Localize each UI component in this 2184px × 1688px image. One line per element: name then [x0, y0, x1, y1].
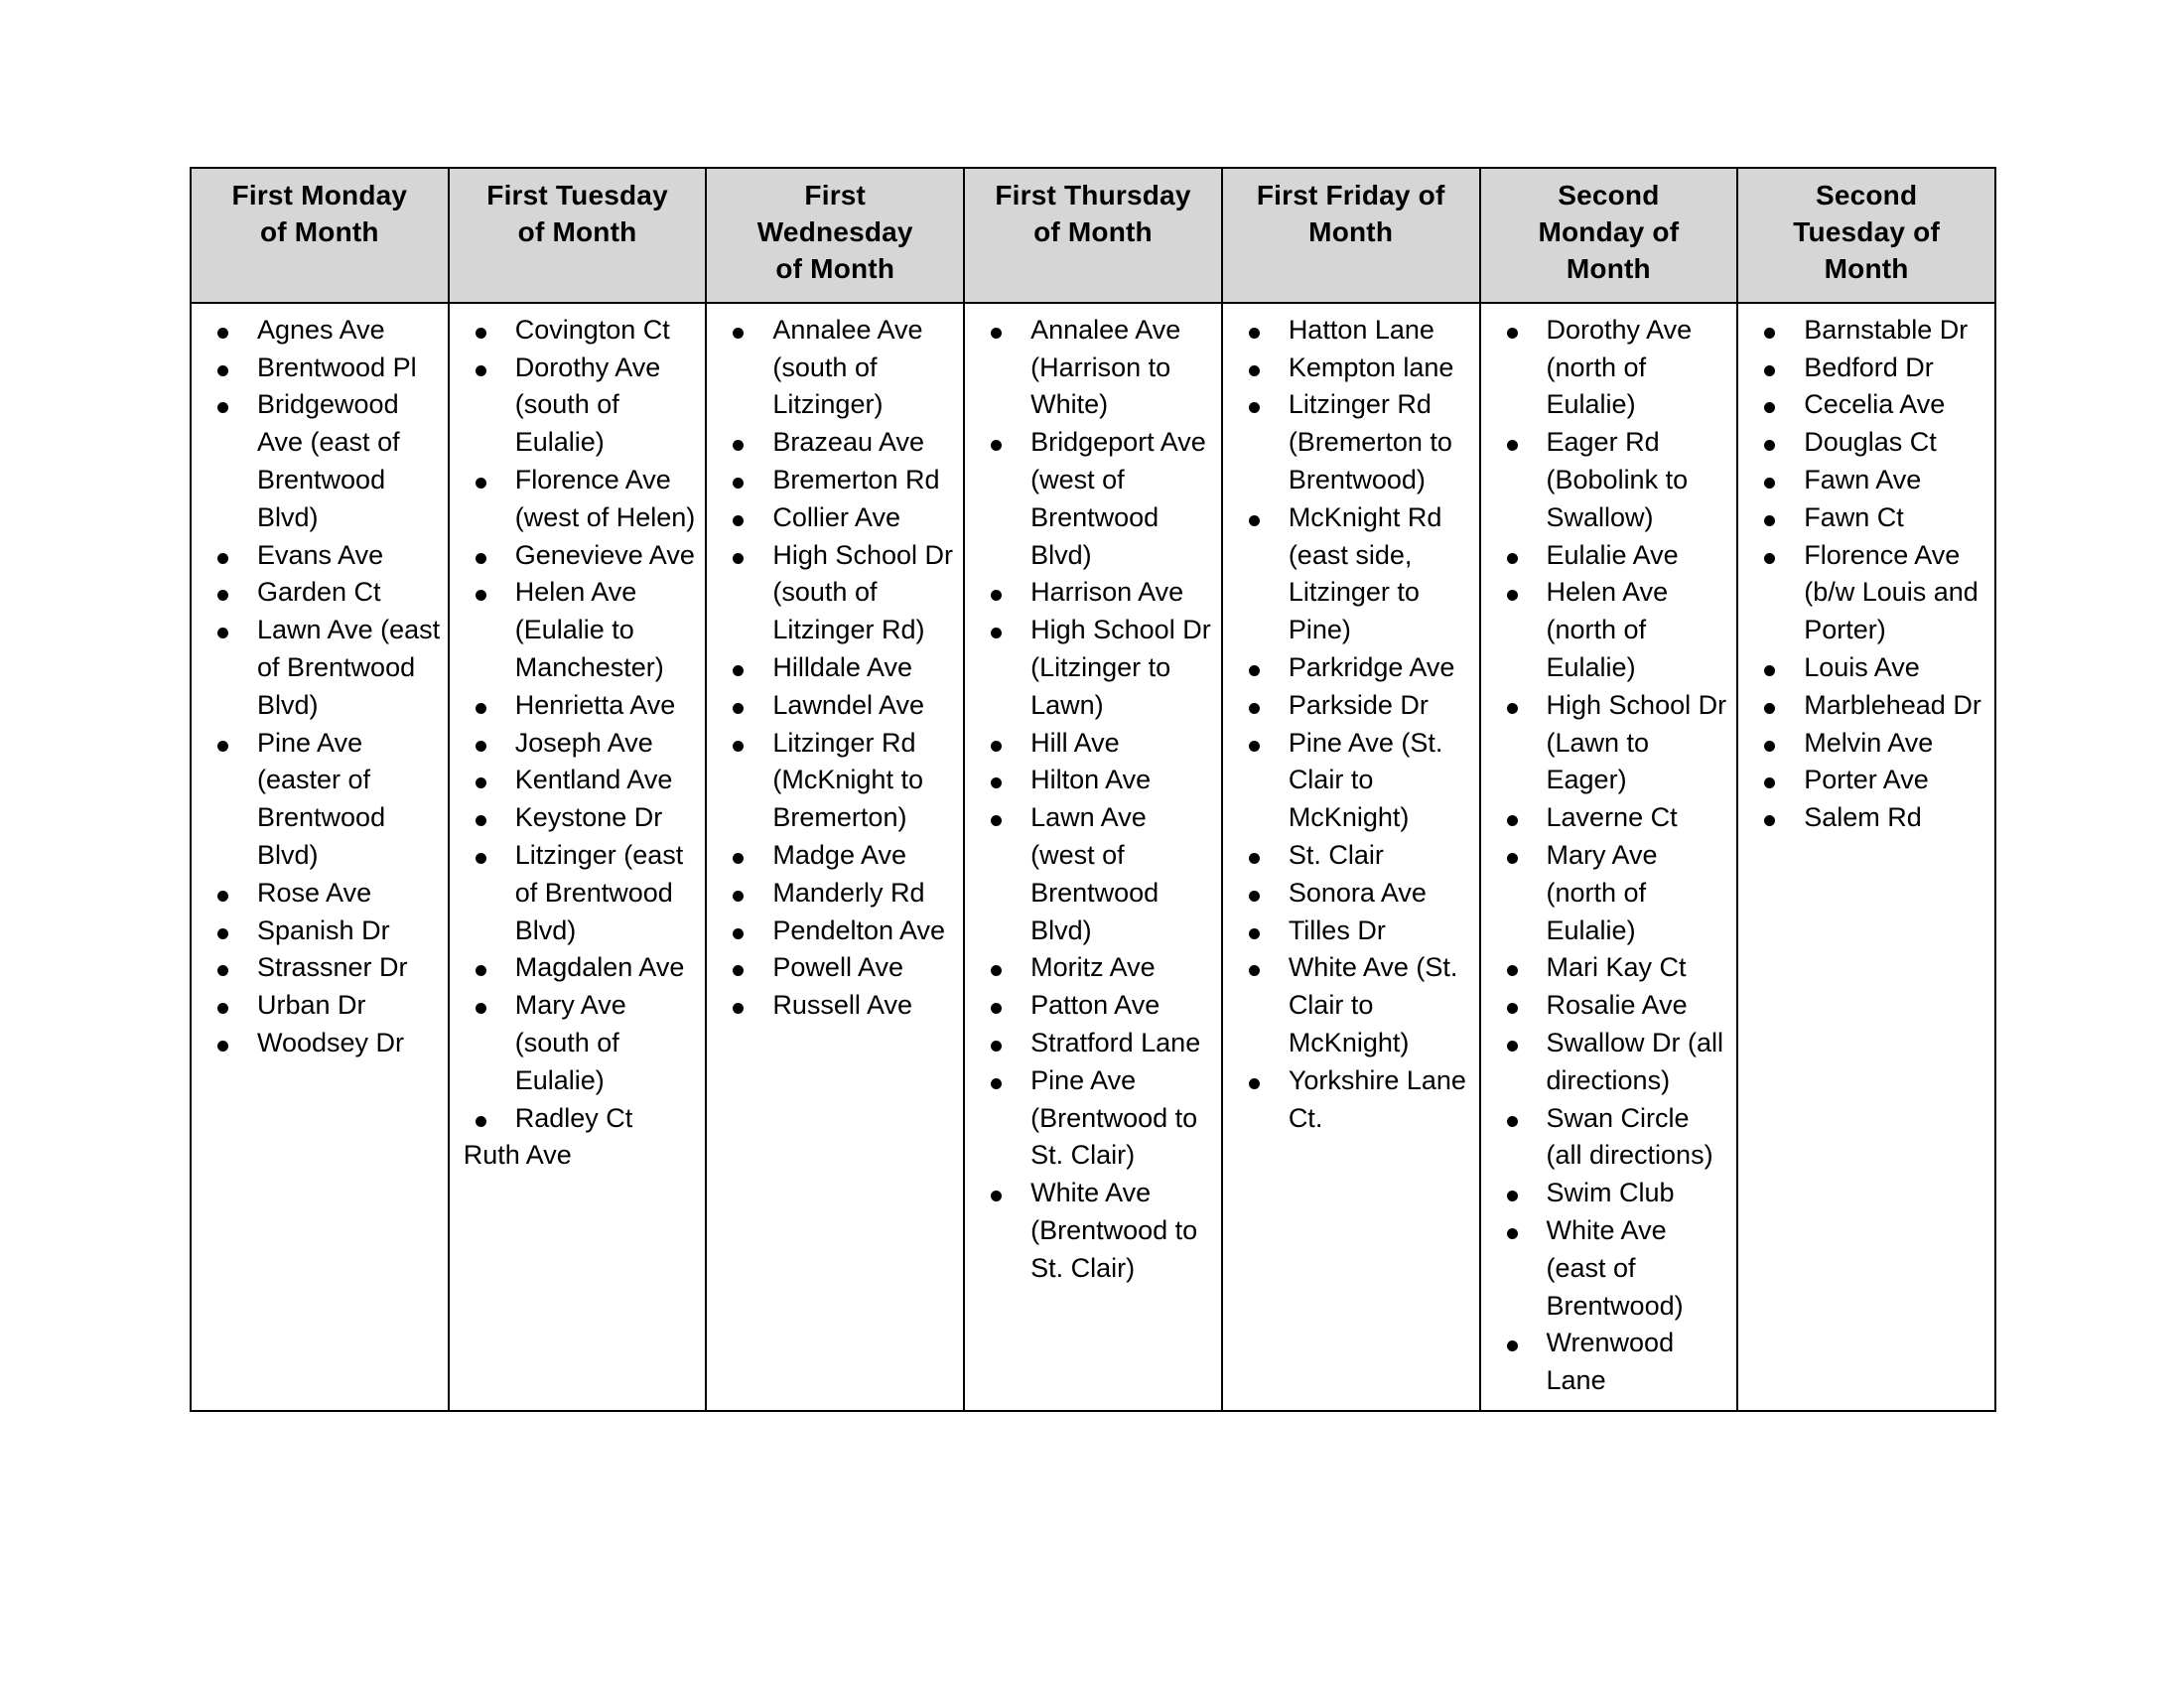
street-list	[1227, 312, 1475, 1138]
list-item: Parkridge Ave	[1289, 649, 1473, 687]
list-item: Powell Ave	[772, 949, 957, 987]
column-cell-4	[964, 303, 1222, 1411]
list-item: Bridgeport Ave (west of Brentwood Blvd)	[1030, 424, 1215, 574]
column-header-line: Second	[1815, 180, 1918, 211]
column-header-line: Tuesday of	[1793, 215, 1940, 247]
list-item: Barnstable Dr	[1804, 312, 1988, 350]
list-item: Patton Ave	[1030, 987, 1215, 1025]
column-header-line: Monday of	[1538, 215, 1680, 247]
list-item: Tilles Dr	[1289, 913, 1473, 950]
list-item: Woodsey Dr	[257, 1025, 442, 1062]
table-header-row-group	[191, 168, 1995, 303]
column-header-7	[1737, 168, 1995, 303]
list-item: Fawn Ave	[1804, 462, 1988, 499]
list-item: Porter Ave	[1804, 762, 1988, 799]
list-item: Keystone Dr	[515, 799, 700, 837]
list-item: White Ave (St. Clair to McKnight)	[1289, 949, 1473, 1061]
list-item: Mary Ave (south of Eulalie)	[515, 987, 700, 1099]
list-item: Henrietta Ave	[515, 687, 700, 725]
list-item: Kentland Ave	[515, 762, 700, 799]
column-header-4	[964, 168, 1222, 303]
column-header-line: Month	[1824, 252, 1909, 284]
list-item: Hilldale Ave	[772, 649, 957, 687]
list-item: Bridgewood Ave (east of Brentwood Blvd)	[257, 386, 442, 536]
list-item: Magdalen Ave	[515, 949, 700, 987]
list-item: Collier Ave	[772, 499, 957, 537]
column-header-line: of Month	[259, 215, 379, 247]
list-item: Sonora Ave	[1289, 875, 1473, 913]
list-item: Rose Ave	[257, 875, 442, 913]
list-item: Helen Ave (north of Eulalie)	[1547, 574, 1731, 686]
list-item: Wrenwood Lane	[1547, 1325, 1731, 1400]
list-item: Madge Ave	[772, 837, 957, 875]
list-item: Hilton Ave	[1030, 762, 1215, 799]
column-header-line: First Thursday	[995, 180, 1191, 211]
list-item: Russell Ave	[772, 987, 957, 1025]
list-item: Bremerton Rd	[772, 462, 957, 499]
column-cell-7	[1737, 303, 1995, 1411]
list-item: Florence Ave (b/w Louis and Porter)	[1804, 537, 1988, 649]
list-item: Douglas Ct	[1804, 424, 1988, 462]
column-header-3	[706, 168, 964, 303]
list-item: Pendelton Ave	[772, 913, 957, 950]
column-header-line: of Month	[517, 215, 637, 247]
list-item: Genevieve Ave	[515, 537, 700, 575]
list-item: Melvin Ave	[1804, 725, 1988, 763]
column-header-line: First	[804, 180, 867, 211]
list-item: White Ave (Brentwood to St. Clair)	[1030, 1175, 1215, 1287]
column-header-line: First Monday	[231, 180, 408, 211]
list-item: Spanish Dr	[257, 913, 442, 950]
column-cell-2	[449, 303, 707, 1411]
column-header-line: First Tuesday	[486, 180, 668, 211]
list-item: Lawn Ave (west of Brentwood Blvd)	[1030, 799, 1215, 949]
list-item: Lawndel Ave	[772, 687, 957, 725]
list-item: White Ave (east of Brentwood)	[1547, 1212, 1731, 1325]
list-item: Garden Ct	[257, 574, 442, 612]
list-item: Cecelia Ave	[1804, 386, 1988, 424]
list-item: Swan Circle (all directions)	[1547, 1100, 1731, 1176]
street-sweeping-schedule-table	[190, 167, 1996, 1412]
street-list	[196, 312, 444, 1062]
list-item: Laverne Ct	[1547, 799, 1731, 837]
column-header-line: Month	[1308, 215, 1394, 247]
column-header-1	[191, 168, 449, 303]
list-item: Evans Ave	[257, 537, 442, 575]
list-item: Moritz Ave	[1030, 949, 1215, 987]
list-item: Parkside Dr	[1289, 687, 1473, 725]
list-item: Lawn Ave (east of Brentwood Blvd)	[257, 612, 442, 724]
list-item: Stratford Lane	[1030, 1025, 1215, 1062]
list-item: Louis Ave	[1804, 649, 1988, 687]
list-item: Pine Ave (Brentwood to St. Clair)	[1030, 1062, 1215, 1175]
trailing-note: Ruth Ave	[463, 1140, 572, 1171]
list-item: Swallow Dr (all directions)	[1547, 1025, 1731, 1100]
column-header-line: First Friday of	[1256, 180, 1445, 211]
list-item: Dorothy Ave (north of Eulalie)	[1547, 312, 1731, 424]
street-list	[1485, 312, 1733, 1400]
list-item: Brentwood Pl	[257, 350, 442, 387]
list-item: Marblehead Dr	[1804, 687, 1988, 725]
list-item: Rosalie Ave	[1547, 987, 1731, 1025]
list-item: Yorkshire Lane Ct.	[1289, 1062, 1473, 1138]
list-item: Mary Ave (north of Eulalie)	[1547, 837, 1731, 949]
list-item: Kempton lane	[1289, 350, 1473, 387]
list-item: Litzinger Rd (Bremerton to Brentwood)	[1289, 386, 1473, 498]
list-item: Eulalie Ave	[1547, 537, 1731, 575]
column-header-line: Wednesday	[756, 215, 913, 247]
list-item: Litzinger Rd (McKnight to Bremerton)	[772, 725, 957, 837]
column-header-6	[1480, 168, 1738, 303]
column-header-line: of Month	[1033, 215, 1153, 247]
list-item: Pine Ave (easter of Brentwood Blvd)	[257, 725, 442, 875]
list-item: Annalee Ave (Harrison to White)	[1030, 312, 1215, 424]
street-list	[969, 312, 1217, 1288]
list-item: Hill Ave	[1030, 725, 1215, 763]
list-item: Eager Rd (Bobolink to Swallow)	[1547, 424, 1731, 536]
list-item: Helen Ave (Eulalie to Manchester)	[515, 574, 700, 686]
list-item: Swim Club	[1547, 1175, 1731, 1212]
column-cell-1	[191, 303, 449, 1411]
list-item: Hatton Lane	[1289, 312, 1473, 350]
list-item: Dorothy Ave (south of Eulalie)	[515, 350, 700, 462]
table-header-row	[191, 168, 1995, 303]
list-item: Radley Ct	[515, 1100, 700, 1138]
table-row	[191, 303, 1995, 1411]
column-cell-6	[1480, 303, 1738, 1411]
column-header-line: Month	[1566, 252, 1651, 284]
list-item: Litzinger (east of Brentwood Blvd)	[515, 837, 700, 949]
list-item: St. Clair	[1289, 837, 1473, 875]
street-list	[1742, 312, 1990, 837]
list-item: Annalee Ave (south of Litzinger)	[772, 312, 957, 424]
table-body	[191, 303, 1995, 1411]
list-item: Agnes Ave	[257, 312, 442, 350]
column-cell-5	[1222, 303, 1480, 1411]
list-item: High School Dr (Lawn to Eager)	[1547, 687, 1731, 799]
list-item: McKnight Rd (east side, Litzinger to Pine)	[1289, 499, 1473, 649]
list-item: Florence Ave (west of Helen)	[515, 462, 700, 537]
column-header-line: Second	[1558, 180, 1660, 211]
column-header-5	[1222, 168, 1480, 303]
list-item: Mari Kay Ct	[1547, 949, 1731, 987]
list-item: Pine Ave (St. Clair to McKnight)	[1289, 725, 1473, 837]
list-item: High School Dr (Litzinger to Lawn)	[1030, 612, 1215, 724]
list-item: Urban Dr	[257, 987, 442, 1025]
list-item: Manderly Rd	[772, 875, 957, 913]
list-item: High School Dr (south of Litzinger Rd)	[772, 537, 957, 649]
street-list	[454, 312, 702, 1138]
list-item: Fawn Ct	[1804, 499, 1988, 537]
list-item: Joseph Ave	[515, 725, 700, 763]
column-header-2	[449, 168, 707, 303]
column-header-line: of Month	[775, 252, 895, 284]
list-item: Salem Rd	[1804, 799, 1988, 837]
list-item: Covington Ct	[515, 312, 700, 350]
list-item: Strassner Dr	[257, 949, 442, 987]
column-cell-3	[706, 303, 964, 1411]
list-item: Harrison Ave	[1030, 574, 1215, 612]
list-item: Brazeau Ave	[772, 424, 957, 462]
list-item: Bedford Dr	[1804, 350, 1988, 387]
street-list	[711, 312, 959, 1025]
